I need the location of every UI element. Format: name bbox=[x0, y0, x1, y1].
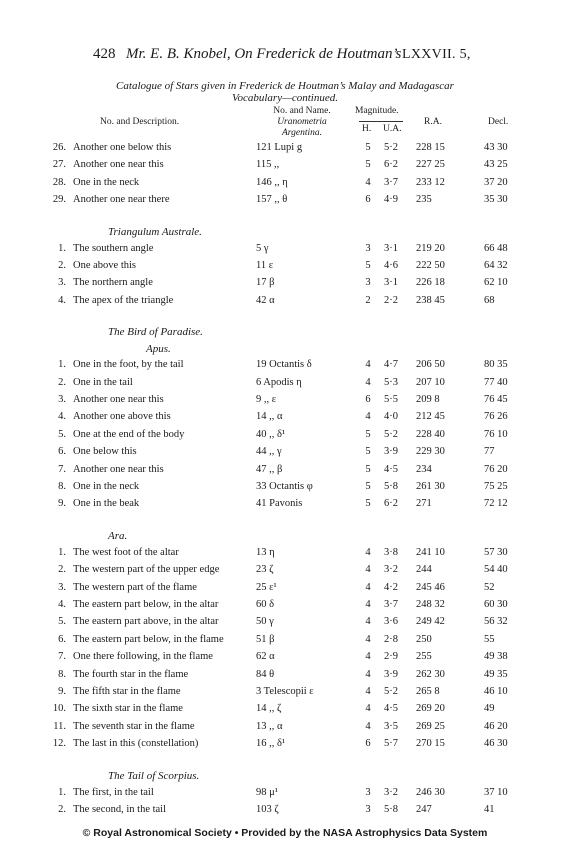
row-number: 1. bbox=[58, 359, 66, 371]
magnitude-ua: 3·8 bbox=[384, 546, 398, 558]
magnitude-ua: 3·7 bbox=[384, 176, 398, 188]
magnitude-ua: 5·3 bbox=[384, 376, 398, 388]
uranometria-designation: 25 ε¹ bbox=[256, 581, 277, 593]
magnitude-ua: 5·2 bbox=[384, 142, 398, 153]
right-ascension: 255 bbox=[416, 651, 432, 663]
declination: 75 25 bbox=[484, 481, 508, 492]
star-description: One in the neck bbox=[73, 176, 140, 188]
right-ascension: 219 20 bbox=[416, 242, 445, 254]
uranometria-designation: 17 β bbox=[256, 277, 275, 289]
row-number: 3. bbox=[58, 277, 66, 289]
declination: 68 bbox=[484, 294, 495, 306]
table-row bbox=[0, 295, 570, 309]
magnitude-h: 6 bbox=[365, 394, 371, 405]
table-row bbox=[0, 359, 570, 373]
magnitude-h: 4 bbox=[365, 581, 371, 593]
uranometria-designation: 19 Octantis δ bbox=[256, 359, 312, 371]
uran-line1: No. and Name. bbox=[273, 106, 331, 116]
declination: 57 30 bbox=[484, 546, 508, 558]
row-number: 27. bbox=[52, 159, 66, 171]
row-number: 4. bbox=[58, 599, 66, 610]
magnitude-ua: 5·5 bbox=[384, 394, 398, 405]
magnitude-ua: 4·5 bbox=[384, 463, 398, 475]
uranometria-designation: 9 ,, ε bbox=[256, 394, 277, 405]
declination: 66 48 bbox=[484, 242, 508, 254]
star-description: The western part of the upper edge bbox=[73, 564, 220, 576]
magnitude-ua: 3·7 bbox=[384, 599, 398, 610]
declination: 46 10 bbox=[484, 686, 508, 697]
uranometria-designation: 103 ζ bbox=[256, 804, 279, 815]
magnitude-ua: 5·2 bbox=[384, 686, 398, 697]
table-row bbox=[0, 481, 570, 495]
magnitude-h: 5 bbox=[365, 481, 371, 492]
section-title: Ara. bbox=[108, 529, 128, 542]
magnitude-h: 4 bbox=[365, 376, 371, 388]
magnitude-ua: 5·8 bbox=[384, 481, 398, 492]
table-row bbox=[0, 582, 570, 596]
section-title: The Bird of Paradise. bbox=[108, 326, 203, 339]
table-row bbox=[0, 411, 570, 425]
declination: 52 bbox=[484, 581, 495, 593]
uranometria-designation: 23 ζ bbox=[256, 564, 274, 576]
magnitude-h: 4 bbox=[365, 359, 371, 371]
column-header-ra: R.A. bbox=[424, 117, 442, 127]
magnitude-h: 4 bbox=[365, 176, 371, 188]
star-description: The west foot of the altar bbox=[73, 546, 179, 558]
right-ascension: 222 50 bbox=[416, 260, 445, 271]
declination: 43 25 bbox=[484, 159, 508, 171]
magnitude-h: 5 bbox=[365, 498, 371, 510]
right-ascension: 206 50 bbox=[416, 359, 445, 371]
row-number: 2. bbox=[58, 260, 66, 271]
declination: 54 40 bbox=[484, 564, 508, 576]
table-row bbox=[0, 564, 570, 578]
table-row bbox=[0, 498, 570, 512]
table-row bbox=[0, 277, 570, 291]
uranometria-designation: 157 ,, θ bbox=[256, 194, 288, 206]
star-description: One in the neck bbox=[73, 481, 140, 492]
uranometria-designation: 40 ,, δ¹ bbox=[256, 428, 286, 440]
right-ascension: 271 bbox=[416, 498, 432, 510]
uranometria-designation: 115 ,, bbox=[256, 159, 280, 171]
row-number: 28. bbox=[52, 176, 66, 188]
declination: 72 12 bbox=[484, 498, 508, 510]
star-description: The eastern part below, in the altar bbox=[73, 599, 219, 610]
magnitude-ua: 2·8 bbox=[384, 633, 398, 645]
magnitude-ua: 5·2 bbox=[384, 428, 398, 440]
right-ascension: 207 10 bbox=[416, 376, 445, 388]
magnitude-h: 3 bbox=[365, 242, 371, 254]
right-ascension: 241 10 bbox=[416, 546, 445, 558]
magnitude-h: 4 bbox=[365, 546, 371, 558]
right-ascension: 229 30 bbox=[416, 446, 445, 458]
uranometria-designation: 146 ,, η bbox=[256, 176, 288, 188]
magnitude-h: 4 bbox=[365, 411, 371, 423]
row-number: 26. bbox=[52, 142, 66, 153]
uranometria-designation: 41 Pavonis bbox=[256, 498, 303, 510]
table-row bbox=[0, 547, 570, 561]
star-description: One in the tail bbox=[73, 376, 133, 388]
uranometria-designation: 11 ε bbox=[256, 260, 274, 271]
right-ascension: 227 25 bbox=[416, 159, 445, 171]
star-description: One in the beak bbox=[73, 498, 140, 510]
declination: 49 35 bbox=[484, 668, 508, 680]
right-ascension: 265 8 bbox=[416, 686, 440, 697]
uranometria-designation: 16 ,, δ¹ bbox=[256, 738, 286, 750]
magnitude-ua: 3·2 bbox=[384, 564, 398, 576]
table-caption-line2: Vocabulary—continued. bbox=[231, 92, 338, 104]
declination: 46 30 bbox=[484, 738, 508, 750]
uranometria-designation: 98 μ¹ bbox=[256, 786, 278, 798]
right-ascension: 249 42 bbox=[416, 616, 445, 628]
star-description: Another one below this bbox=[73, 142, 172, 153]
star-description: The second, in the tail bbox=[73, 804, 167, 815]
magnitude-h: 4 bbox=[365, 599, 371, 610]
table-row bbox=[0, 394, 570, 408]
row-number: 29. bbox=[52, 194, 66, 206]
star-description: Another one near this bbox=[73, 394, 164, 405]
magnitude-ua: 6·2 bbox=[384, 159, 398, 171]
magnitude-h: 6 bbox=[365, 194, 371, 206]
uranometria-designation: 42 α bbox=[256, 294, 275, 306]
star-description: Another one near this bbox=[73, 159, 164, 171]
row-number: 7. bbox=[58, 463, 66, 475]
uran-line2: Uranometria bbox=[277, 117, 327, 127]
magnitude-h: 4 bbox=[365, 564, 371, 576]
row-number: 12. bbox=[52, 738, 66, 750]
star-description: The sixth star in the flame bbox=[73, 703, 183, 715]
right-ascension: 270 15 bbox=[416, 738, 445, 750]
uranometria-designation: 47 ,, β bbox=[256, 463, 283, 475]
table-row bbox=[0, 686, 570, 700]
declination: 49 bbox=[484, 703, 495, 715]
magnitude-h: 5 bbox=[365, 142, 371, 153]
right-ascension: 238 45 bbox=[416, 294, 445, 306]
star-description: One at the end of the body bbox=[73, 428, 185, 440]
row-number: 4. bbox=[58, 411, 66, 423]
uranometria-designation: 121 Lupi g bbox=[256, 142, 303, 153]
right-ascension: 262 30 bbox=[416, 668, 445, 680]
star-description: The apex of the triangle bbox=[73, 294, 174, 306]
star-description: Another one above this bbox=[73, 411, 171, 423]
magnitude-ua: 2·2 bbox=[384, 294, 398, 306]
star-description: The seventh star in the flame bbox=[73, 720, 195, 732]
declination: 35 30 bbox=[484, 194, 508, 206]
right-ascension: 269 20 bbox=[416, 703, 445, 715]
uranometria-designation: 51 β bbox=[256, 633, 275, 645]
table-row bbox=[0, 243, 570, 257]
row-number: 5. bbox=[58, 428, 66, 440]
star-description: The eastern part above, in the altar bbox=[73, 616, 219, 628]
right-ascension: 212 45 bbox=[416, 411, 445, 423]
table-row bbox=[0, 634, 570, 648]
magnitude-ua: 3·5 bbox=[384, 720, 398, 732]
right-ascension: 226 18 bbox=[416, 277, 445, 289]
column-header-uranometria bbox=[270, 106, 334, 139]
magnitude-h: 3 bbox=[365, 277, 371, 289]
declination: 76 10 bbox=[484, 428, 508, 440]
declination: 64 32 bbox=[484, 260, 508, 271]
magnitude-ua: 4·9 bbox=[384, 194, 398, 206]
uranometria-designation: 60 δ bbox=[256, 599, 275, 610]
column-header-mag-h: H. bbox=[362, 124, 372, 134]
row-number: 1. bbox=[58, 242, 66, 254]
declination: 80 35 bbox=[484, 359, 508, 371]
uranometria-designation: 62 α bbox=[256, 651, 275, 663]
uranometria-designation: 44 ,, γ bbox=[256, 446, 282, 458]
magnitude-ua: 5·7 bbox=[384, 738, 398, 750]
right-ascension: 209 8 bbox=[416, 394, 440, 405]
table-row bbox=[0, 787, 570, 801]
right-ascension: 244 bbox=[416, 564, 432, 576]
row-number: 7. bbox=[58, 651, 66, 663]
row-number: 10. bbox=[52, 703, 66, 715]
magnitude-h: 4 bbox=[365, 686, 371, 697]
table-row bbox=[0, 651, 570, 665]
table-row bbox=[0, 260, 570, 274]
row-number: 1. bbox=[58, 546, 66, 558]
magnitude-ua: 5·8 bbox=[384, 804, 398, 815]
star-description: The northern angle bbox=[73, 277, 153, 289]
magnitude-h: 3 bbox=[365, 786, 371, 798]
table-row bbox=[0, 177, 570, 191]
table-row bbox=[0, 669, 570, 683]
magnitude-h: 4 bbox=[365, 720, 371, 732]
row-number: 9. bbox=[58, 686, 66, 697]
table-row bbox=[0, 599, 570, 613]
right-ascension: 228 15 bbox=[416, 142, 445, 153]
row-number: 2. bbox=[58, 376, 66, 388]
uran-line3: Argentina. bbox=[281, 128, 323, 138]
star-description: The southern angle bbox=[73, 242, 154, 254]
magnitude-h: 6 bbox=[365, 738, 371, 750]
right-ascension: 269 25 bbox=[416, 720, 445, 732]
magnitude-ua: 6·2 bbox=[384, 498, 398, 510]
magnitude-ua: 3·6 bbox=[384, 616, 398, 628]
declination: 76 20 bbox=[484, 463, 508, 475]
declination: 37 20 bbox=[484, 176, 508, 188]
declination: 55 bbox=[484, 633, 495, 645]
table-row bbox=[0, 142, 570, 156]
uranometria-designation: 50 γ bbox=[256, 616, 274, 628]
magnitude-ua: 3·9 bbox=[384, 446, 398, 458]
right-ascension: 246 30 bbox=[416, 786, 445, 798]
magnitude-ua: 3·2 bbox=[384, 786, 398, 798]
table-row bbox=[0, 616, 570, 630]
right-ascension: 234 bbox=[416, 463, 432, 475]
magnitude-h: 5 bbox=[365, 446, 371, 458]
right-ascension: 228 40 bbox=[416, 428, 445, 440]
section-title: Triangulum Australe. bbox=[108, 225, 202, 238]
star-description: The western part of the flame bbox=[73, 581, 197, 593]
running-title: Mr. E. B. Knobel, On Frederick de Houtman’s bbox=[126, 46, 402, 62]
magnitude-h: 5 bbox=[365, 428, 371, 440]
row-number: 1. bbox=[58, 786, 66, 798]
row-number: 6. bbox=[58, 446, 66, 458]
table-row bbox=[0, 429, 570, 443]
magnitude-ua: 4·5 bbox=[384, 703, 398, 715]
magnitude-h: 5 bbox=[365, 463, 371, 475]
declination: 41 bbox=[484, 804, 495, 815]
star-description: One above this bbox=[73, 260, 136, 271]
magnitude-h: 4 bbox=[365, 616, 371, 628]
uranometria-designation: 13 ,, α bbox=[256, 720, 283, 732]
star-description: One below this bbox=[73, 446, 137, 458]
row-number: 2. bbox=[58, 564, 66, 576]
table-row bbox=[0, 194, 570, 208]
right-ascension: 248 32 bbox=[416, 599, 445, 610]
declination: 49 38 bbox=[484, 651, 508, 663]
right-ascension: 235 bbox=[416, 194, 432, 206]
magnitude-ua: 3·1 bbox=[384, 277, 398, 289]
row-number: 4. bbox=[58, 294, 66, 306]
declination: 76 45 bbox=[484, 394, 508, 405]
section-title: The Tail of Scorpius. bbox=[108, 769, 200, 782]
row-number: 11. bbox=[53, 720, 66, 732]
declination: 56 32 bbox=[484, 616, 508, 628]
uranometria-designation: 6 Apodis η bbox=[256, 376, 302, 388]
uranometria-designation: 13 η bbox=[256, 546, 275, 558]
row-number: 5. bbox=[58, 616, 66, 628]
table-row bbox=[0, 738, 570, 752]
magnitude-h: 5 bbox=[365, 159, 371, 171]
section-subtitle: Apus. bbox=[146, 343, 171, 356]
page-number: 428 bbox=[93, 46, 116, 62]
volume-number: LXXVII. 5, bbox=[402, 47, 471, 62]
star-description: One there following, in the flame bbox=[73, 651, 213, 663]
table-row bbox=[0, 446, 570, 460]
column-header-magnitude: Magnitude. bbox=[355, 106, 399, 116]
magnitude-ua: 3·9 bbox=[384, 668, 398, 680]
row-number: 3. bbox=[58, 581, 66, 593]
star-description: The eastern part below, in the flame bbox=[73, 633, 224, 645]
row-number: 8. bbox=[58, 481, 66, 492]
right-ascension: 247 bbox=[416, 804, 432, 815]
declination: 77 bbox=[484, 446, 495, 458]
table-row bbox=[0, 703, 570, 717]
table-row bbox=[0, 464, 570, 478]
uranometria-designation: 14 ,, α bbox=[256, 411, 283, 423]
magnitude-ua: 4·2 bbox=[384, 581, 398, 593]
table-row bbox=[0, 377, 570, 391]
declination: 60 30 bbox=[484, 599, 508, 610]
magnitude-ua: 4·7 bbox=[384, 359, 398, 371]
declination: 77 40 bbox=[484, 376, 508, 388]
declination: 76 26 bbox=[484, 411, 508, 423]
star-description: Another one near there bbox=[73, 194, 170, 206]
right-ascension: 245 46 bbox=[416, 581, 445, 593]
copyright-footer: © Royal Astronomical Society • Provided by the NASA Astrophysics Data System bbox=[82, 827, 488, 839]
column-header-description: No. and Description. bbox=[100, 117, 180, 127]
star-description: Another one near this bbox=[73, 463, 164, 475]
declination: 62 10 bbox=[484, 277, 508, 289]
uranometria-designation: 3 Telescopii ε bbox=[256, 686, 314, 697]
right-ascension: 261 30 bbox=[416, 481, 445, 492]
row-number: 2. bbox=[58, 804, 66, 815]
magnitude-h: 4 bbox=[365, 668, 371, 680]
right-ascension: 233 12 bbox=[416, 176, 445, 188]
uranometria-designation: 33 Octantis φ bbox=[256, 481, 313, 492]
magnitude-rule bbox=[359, 121, 403, 122]
declination: 43 30 bbox=[484, 142, 508, 153]
magnitude-ua: 3·1 bbox=[384, 242, 398, 254]
star-description: The last in this (constellation) bbox=[73, 738, 199, 750]
magnitude-ua: 4·0 bbox=[384, 411, 398, 423]
declination: 37 10 bbox=[484, 786, 508, 798]
row-number: 8. bbox=[58, 668, 66, 680]
table-row bbox=[0, 721, 570, 735]
star-description: One in the foot, by the tail bbox=[73, 359, 184, 371]
column-header-mag-ua: U.A. bbox=[383, 124, 402, 134]
uranometria-designation: 84 θ bbox=[256, 668, 275, 680]
star-description: The first, in the tail bbox=[73, 786, 154, 798]
table-caption-line1: Catalogue of Stars given in Frederick de Houtman’s Malay and Madagascar bbox=[116, 80, 454, 92]
magnitude-h: 5 bbox=[365, 260, 371, 271]
column-header-decl: Decl. bbox=[488, 117, 509, 127]
row-number: 9. bbox=[58, 498, 66, 510]
uranometria-designation: 14 ,, ζ bbox=[256, 703, 282, 715]
right-ascension: 250 bbox=[416, 633, 432, 645]
magnitude-h: 4 bbox=[365, 703, 371, 715]
magnitude-ua: 2·9 bbox=[384, 651, 398, 663]
row-number: 3. bbox=[58, 394, 66, 405]
star-description: The fifth star in the flame bbox=[73, 686, 181, 697]
magnitude-ua: 4·6 bbox=[384, 260, 398, 271]
table-row bbox=[0, 159, 570, 173]
magnitude-h: 4 bbox=[365, 651, 371, 663]
table-row bbox=[0, 804, 570, 818]
star-description: The fourth star in the flame bbox=[73, 668, 189, 680]
uranometria-designation: 5 γ bbox=[256, 242, 269, 254]
magnitude-h: 2 bbox=[365, 294, 371, 306]
declination: 46 20 bbox=[484, 720, 508, 732]
magnitude-h: 4 bbox=[365, 633, 371, 645]
row-number: 6. bbox=[58, 633, 66, 645]
magnitude-h: 3 bbox=[365, 804, 371, 815]
